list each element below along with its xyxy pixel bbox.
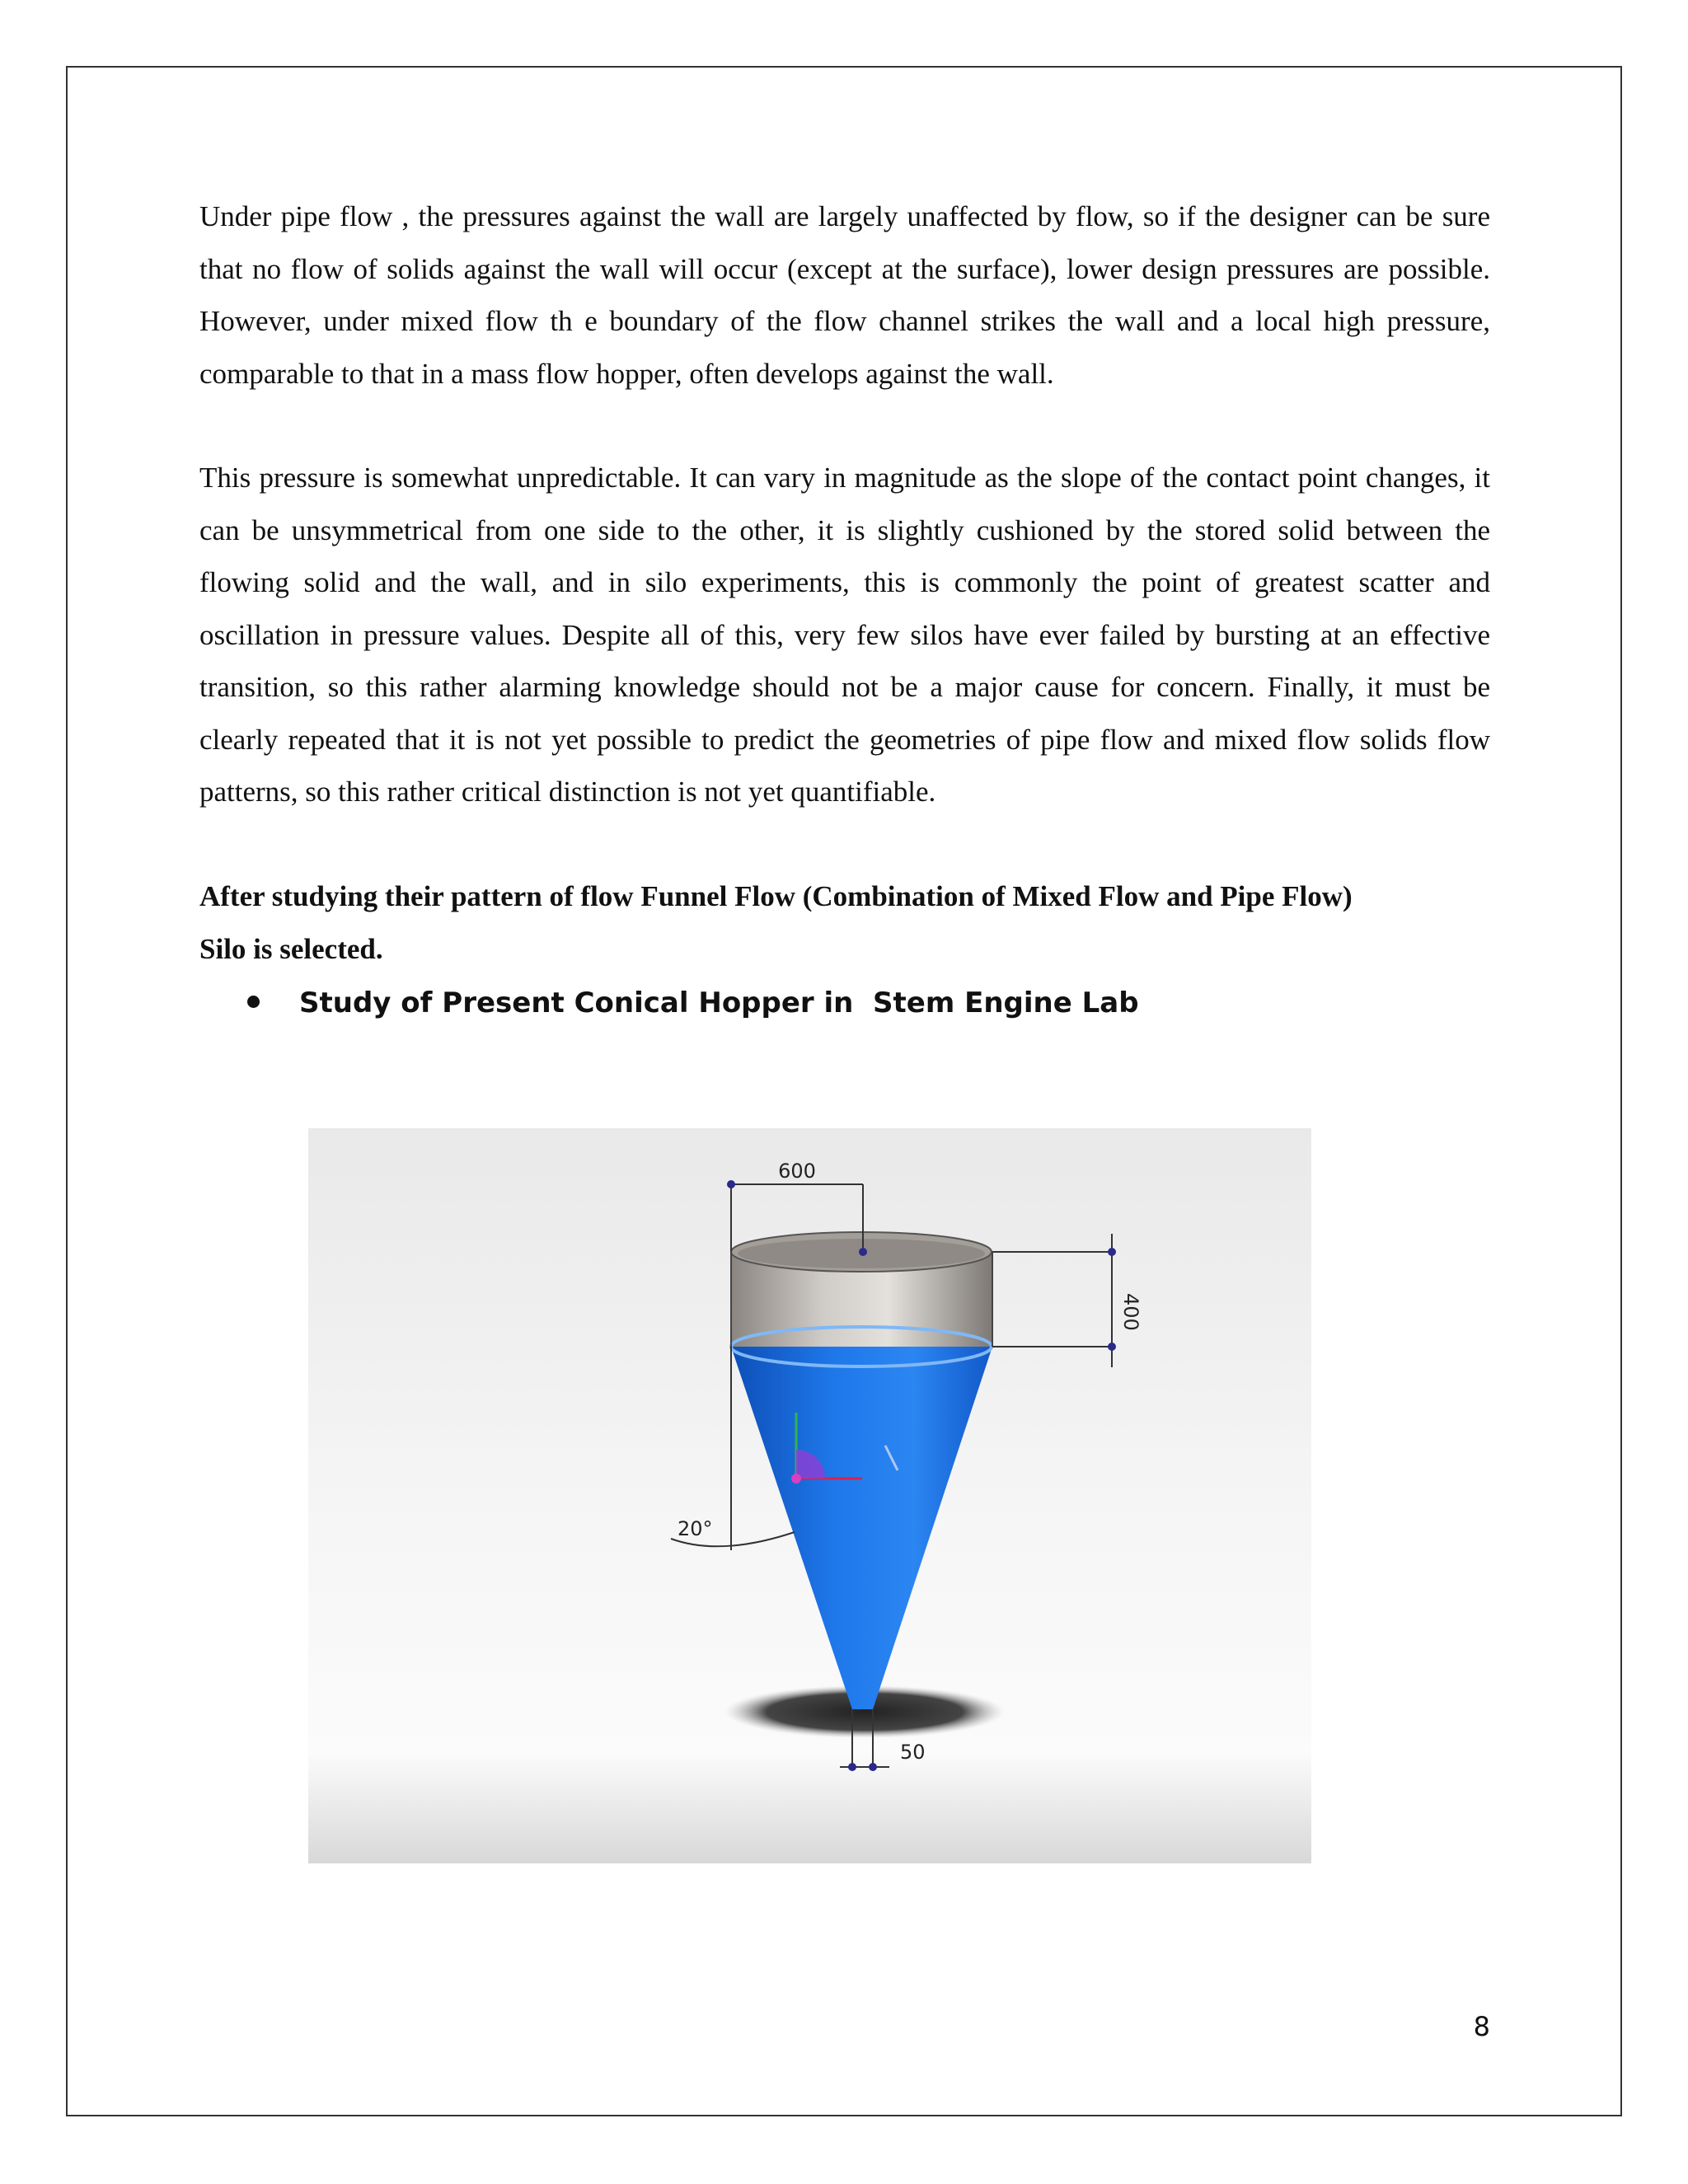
page-number: 8 <box>1473 2011 1490 2042</box>
conclusion-line-1: After studying their pattern of flow Funnel Flow (Combination of Mixed Flow and Pipe Flow) <box>199 880 1353 912</box>
conclusion-text <box>199 870 1535 975</box>
hopper-figure <box>308 1128 1311 1863</box>
conclusion-line-2: Silo is selected. <box>199 932 383 965</box>
bullet-text: Study of Present Conical Hopper in Stem Engine Lab <box>299 987 1139 1019</box>
paragraph-pipe-flow: Under pipe flow , the pressures against the wall are largely unaffected by flow, so if the designer can be sure that no flow of solids against the wall will occur (except at the surface), lower design pressures are possible. However, under mixed flow th e boundary of the flow channel strikes the wall and a local high pressure, comparable to that in a mass flow hopper, often develops against the wall. <box>199 200 1490 390</box>
hopper-drawing <box>308 1128 1311 1863</box>
dimension-label-50: 50 <box>900 1741 926 1764</box>
dimension-label-400: 400 <box>1119 1293 1142 1331</box>
dimension-label-angle: 20° <box>678 1517 713 1540</box>
bullet-item <box>247 982 1139 1024</box>
paragraph-pressure: This pressure is somewhat unpredictable. It can vary in magnitude as the slope of the contact point changes, it can be unsymmetrical from one side to the other, it is slightly cushioned by the stored solid between the flowing solid and the wall, and in silo experiments, this is commonly the point of greatest scatter and oscillation in pressure values. Despite all of this, very few silos have ever failed by bursting at an effective transition, so this rather alarming knowledge should not be a major cause for concern. Finally, it must be clearly repeated that it is not yet possible to predict the geometries of pipe flow and mixed flow solids flow patterns, so this rather critical distinction is not yet quantifiable. <box>199 462 1490 808</box>
bullet-icon <box>247 996 260 1008</box>
dimension-label-600: 600 <box>778 1160 816 1183</box>
